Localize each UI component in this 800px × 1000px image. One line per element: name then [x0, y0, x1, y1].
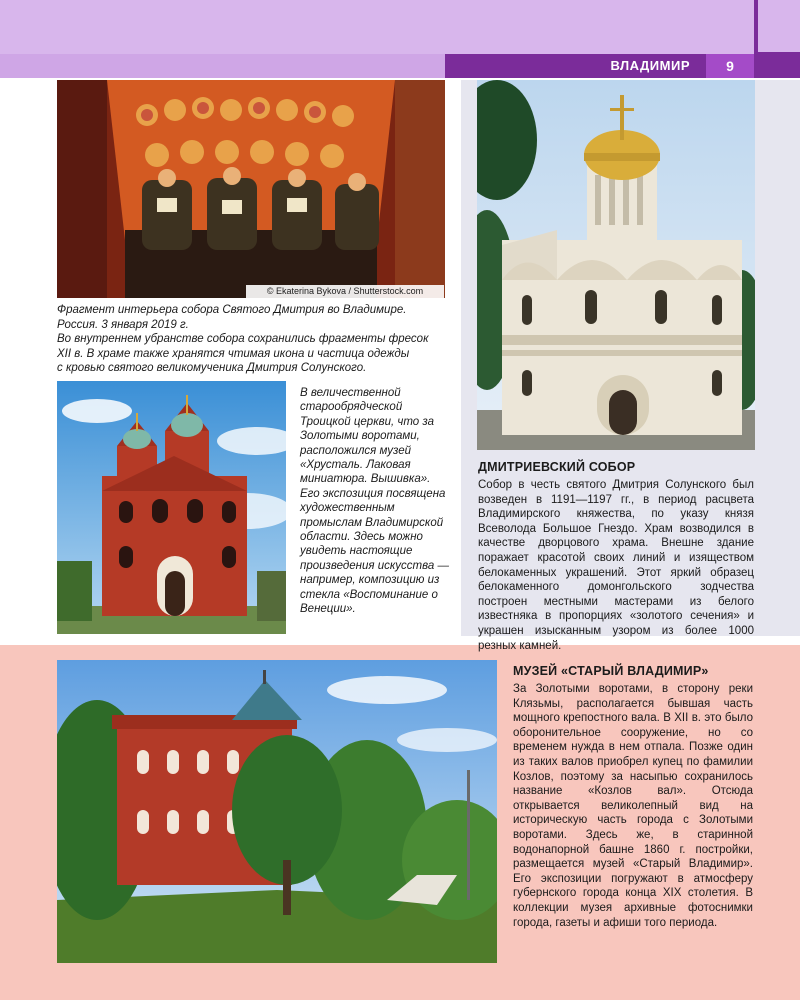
stary-vladimir-museum-photo	[57, 660, 497, 963]
header-top-band	[0, 0, 800, 54]
photo-credit: © Ekaterina Bykova / Shutterstock.com	[246, 285, 444, 298]
fresco-photo	[57, 80, 445, 298]
caption-line: с кровью святого великомученика Дмитрия Солунского.	[57, 362, 367, 375]
caption-line: Россия. 3 января 2019 г.	[57, 318, 189, 331]
fresco-caption	[57, 303, 447, 376]
caption-line: Во внутреннем убранстве собора сохранились фрагменты фресок	[57, 333, 429, 346]
caption-line: Фрагмент интерьера собора Святого Дмитрия во Владимире.	[57, 304, 407, 316]
museum-title: МУЗЕЙ «СТАРЫЙ ВЛАДИМИР»	[513, 664, 709, 678]
caption-line: XII в. В храме также хранятся чтимая икона и частица одежды	[57, 347, 410, 360]
page-number: 9	[706, 54, 754, 78]
museum-body: За Золотыми воротами, в сторону реки Клязьмы, располагается бывшая часть мощного крепостного вала. В XII в. это было оборонительное сооружение, но со временем нужда в нем отпала. Позже один из таких валов приобрел купец по фамилии Козлов, поэтому за насыпью сохранилось название «Козлов вал». Отсюда открывается великолепный вид на историческую часть города с Золотыми воротами. Здесь же, в старинной водонапорной башне 1860 г. постройки, размещается музей «Старый Владимир». Его экспозиции погружают в атмосферу губернского города конца XIX столетия. В коллекции музея архивные фотоснимки города, газеты и афиши того периода.	[513, 683, 753, 929]
dmitrievsky-title: ДМИТРИЕВСКИЙ СОБОР	[478, 460, 636, 474]
dmitrievsky-body: Собор в честь святого Дмитрия Солунского был возведен в 1191—1197 гг., в период расцвета Владимирского княжества, по указу князя Всеволода Большое Гнездо. Храм возводился в качестве дворцового храма. Внешне здание поражает красотой своих линий и изяществом белокаменных украшений. Этот яркий образец белокаменного домонгольского зодчества построен местными мастерами из белого известняка в пропорциях «золотого сечения» и украшен изысканным узором из более 1000 резных камней.	[478, 479, 754, 652]
section-title: ВЛАДИМИР	[610, 58, 690, 73]
trinity-church-text: В величественной старообрядческой Троицкой церкви, что за Золотыми воротами, расположился музей «Хрусталь. Лаковая миниатюра. Вышивка». Его экспозиция посвящена художественным промыслам Владимирской области. Здесь можно увидеть настоящие произведения искусства — например, композицию из стекла «Воспоминание о Венеции».	[300, 387, 449, 616]
dmitrievsky-cathedral-photo	[477, 80, 755, 450]
header-bar-left	[0, 54, 445, 78]
trinity-church-photo	[57, 381, 286, 634]
corner-accent-inner	[758, 0, 800, 52]
